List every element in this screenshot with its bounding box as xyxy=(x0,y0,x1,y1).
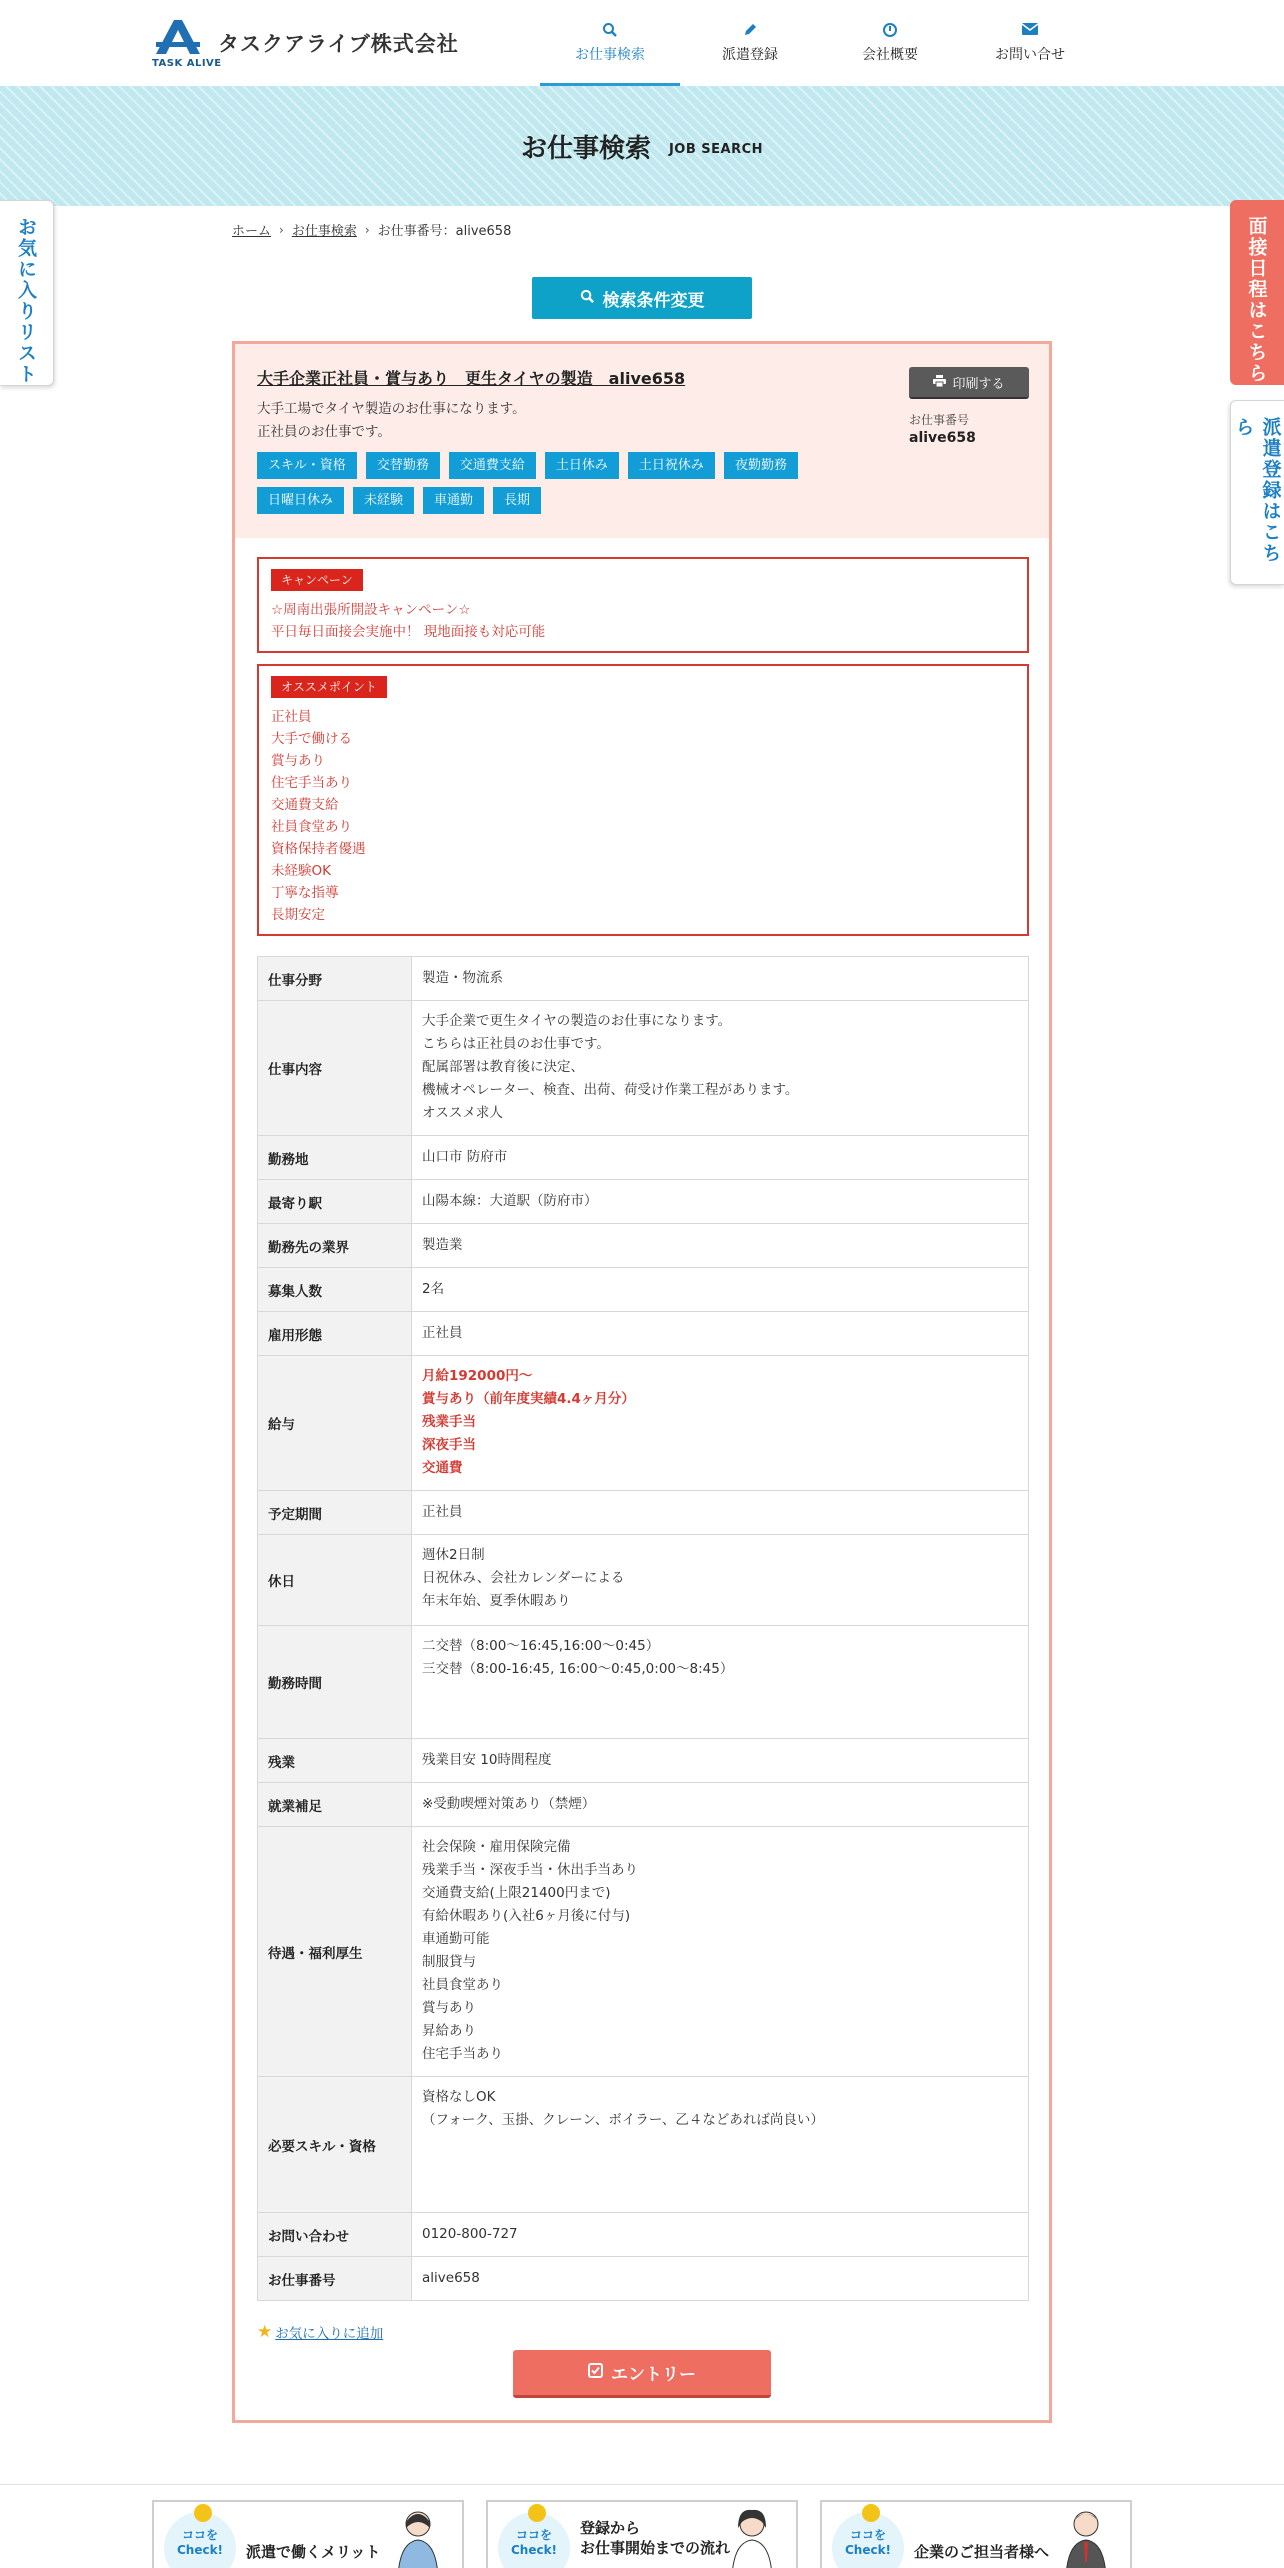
search-icon xyxy=(540,22,680,40)
value-line: 住宅手当あり xyxy=(422,2046,503,2062)
row-label: 必要スキル・資格 xyxy=(258,2077,412,2213)
job-tag[interactable]: 夜勤勤務 xyxy=(724,452,798,479)
job-tag[interactable]: 車通勤 xyxy=(423,487,484,514)
job-number-label: お仕事番号 xyxy=(909,413,970,427)
banner-dispatch-merits[interactable] xyxy=(152,2500,464,2568)
favorites-list-tab[interactable] xyxy=(0,200,54,386)
table-row xyxy=(258,2213,1029,2257)
info-circle-icon xyxy=(820,22,960,40)
recommended-point: 正社員 xyxy=(271,709,312,725)
value-line: 大手企業で更生タイヤの製造のお仕事になります。 xyxy=(422,1013,732,1029)
recommended-point: 資格保持者優遇 xyxy=(271,841,366,857)
recommended-points-list xyxy=(271,706,366,926)
campaign-line: ☆周南出張所開設キャンペーン☆ xyxy=(271,602,471,618)
job-detail-table xyxy=(257,956,1029,2301)
table-row xyxy=(258,1783,1029,1827)
job-summary-line: 正社員のお仕事です。 xyxy=(257,424,391,440)
value-line: 交通費支給(上限21400円まで) xyxy=(422,1885,611,1901)
banner-title-line: 登録から xyxy=(580,2519,641,2537)
row-label: 残業 xyxy=(258,1739,412,1783)
row-value: ※受動喫煙対策あり（禁煙） xyxy=(412,1783,1029,1827)
recommended-point: 長期安定 xyxy=(271,907,325,923)
nav-job-search[interactable] xyxy=(540,0,680,86)
add-favorite xyxy=(257,2322,383,2342)
recommended-point: 社員食堂あり xyxy=(271,819,352,835)
row-label: 雇用形態 xyxy=(258,1312,412,1356)
site-logo[interactable] xyxy=(152,18,472,70)
row-label: 仕事内容 xyxy=(258,1001,412,1136)
table-row xyxy=(258,1136,1029,1180)
job-tag[interactable]: 交替勤務 xyxy=(366,452,440,479)
banner-title-line: 企業のご担当者様へ xyxy=(914,2543,1050,2561)
check-text: Check! xyxy=(510,2543,558,2557)
row-value: 正社員 xyxy=(412,1491,1029,1535)
entry-label: エントリー xyxy=(611,2365,696,2385)
breadcrumb-home[interactable]: ホーム xyxy=(232,224,272,239)
row-value: 山口市 防府市 xyxy=(412,1136,1029,1180)
table-row xyxy=(258,1356,1029,1491)
nav-label: 会社概要 xyxy=(862,47,918,63)
check-text: ココを xyxy=(181,2528,218,2542)
job-tag[interactable]: 日曜日休み xyxy=(257,487,344,514)
check-text: ココを xyxy=(849,2528,886,2542)
recommended-point: 大手で働ける xyxy=(271,731,352,747)
table-row xyxy=(258,1827,1029,2077)
value-line: 交通費 xyxy=(422,1460,463,1476)
woman-illustration-icon xyxy=(724,2506,780,2568)
job-tag[interactable]: 未経験 xyxy=(353,487,414,514)
value-line: 残業手当・深夜手当・休出手当あり xyxy=(422,1862,638,1878)
footer-divider xyxy=(0,2484,1284,2485)
value-line: 社会保険・雇用保険完備 xyxy=(422,1839,571,1855)
star-icon: ★ xyxy=(257,2322,273,2342)
pencil-icon xyxy=(680,22,820,40)
table-row xyxy=(258,1224,1029,1268)
value-line: 日祝休み、会社カレンダーによる xyxy=(422,1570,625,1586)
value-line: 賞与あり（前年度実績4.4ヶ月分） xyxy=(422,1391,635,1407)
breadcrumb-current: お仕事番号：alive658 xyxy=(377,224,512,239)
person-head-icon xyxy=(528,2504,546,2522)
table-row xyxy=(258,2077,1029,2213)
table-row xyxy=(258,957,1029,1001)
value-line: 配属部署は教育後に決定、 xyxy=(422,1059,584,1075)
row-value xyxy=(412,1535,1029,1626)
table-row xyxy=(258,2257,1029,2301)
change-search-button[interactable] xyxy=(532,277,752,319)
site-header xyxy=(0,0,1284,86)
row-value: 正社員 xyxy=(412,1312,1029,1356)
table-row xyxy=(258,1268,1029,1312)
check-badge xyxy=(832,2512,904,2568)
job-title[interactable]: 大手企業正社員・賞与あり 更生タイヤの製造 alive658 xyxy=(257,369,686,388)
table-row xyxy=(258,1001,1029,1136)
row-label: 休日 xyxy=(258,1535,412,1626)
recommended-point: 交通費支給 xyxy=(271,797,339,813)
value-line: 資格なしOK xyxy=(422,2089,496,2105)
nav-company[interactable] xyxy=(820,0,960,86)
check-text: ココを xyxy=(515,2528,552,2542)
job-tag[interactable]: 土日休み xyxy=(545,452,619,479)
campaign-badge: キャンペーン xyxy=(271,569,363,591)
page-hero xyxy=(0,86,1284,206)
value-line: こちらは正社員のお仕事です。 xyxy=(422,1036,610,1052)
job-tags xyxy=(257,452,837,514)
value-line: 月給192000円～ xyxy=(422,1368,533,1384)
row-label: 給与 xyxy=(258,1356,412,1491)
main-nav xyxy=(540,0,1100,86)
row-label: 待遇・福利厚生 xyxy=(258,1827,412,2077)
logo-company-name: タスクアライブ株式会社 xyxy=(218,32,459,56)
check-square-icon xyxy=(588,2363,603,2382)
job-card xyxy=(232,341,1052,2423)
row-label: 最寄り駅 xyxy=(258,1180,412,1224)
row-label: 仕事分野 xyxy=(258,957,412,1001)
value-line: 残業手当 xyxy=(422,1414,476,1430)
salary-value xyxy=(412,1356,1029,1491)
breadcrumb xyxy=(232,220,511,239)
check-text: Check! xyxy=(176,2543,224,2557)
value-line: 車通勤可能 xyxy=(422,1931,490,1947)
recommended-point: 未経験OK xyxy=(271,863,331,879)
favorites-list-label: お気に入りリスト xyxy=(15,217,37,385)
recommended-point: 住宅手当あり xyxy=(271,775,352,791)
table-row xyxy=(258,1180,1029,1224)
change-search-label: 検索条件変更 xyxy=(602,290,705,311)
job-tag[interactable]: 長期 xyxy=(493,487,541,514)
logo-mark xyxy=(152,18,222,70)
banner-title-line: 派遣で働くメリット xyxy=(246,2543,381,2561)
table-row xyxy=(258,1739,1029,1783)
row-value xyxy=(412,1001,1029,1136)
registration-label: 派遣登録はこちら xyxy=(1232,417,1282,564)
job-tag[interactable]: 土日祝休み xyxy=(628,452,715,479)
banner-registration-flow[interactable] xyxy=(486,2500,798,2568)
row-value xyxy=(412,2077,1029,2213)
nav-contact[interactable] xyxy=(960,0,1100,86)
job-tag[interactable]: 交通費支給 xyxy=(449,452,536,479)
breadcrumb-job-search[interactable]: お仕事検索 xyxy=(291,224,357,239)
row-value: alive658 xyxy=(412,2257,1029,2301)
value-line: 賞与あり xyxy=(422,2000,476,2016)
job-tag[interactable]: スキル・資格 xyxy=(257,452,357,479)
campaign-box xyxy=(257,557,1029,653)
row-label: 予定期間 xyxy=(258,1491,412,1535)
row-value: 製造業 xyxy=(412,1224,1029,1268)
row-value xyxy=(412,1626,1029,1739)
row-value: 製造・物流系 xyxy=(412,957,1029,1001)
recommended-point: 丁寧な指導 xyxy=(271,885,339,901)
row-value: 山陽本線：大道駅（防府市） xyxy=(412,1180,1029,1224)
add-favorite-link[interactable]: お気に入りに追加 xyxy=(275,2326,384,2342)
row-label: 勤務時間 xyxy=(258,1626,412,1739)
woman-illustration-icon xyxy=(390,2506,446,2568)
page-subtitle: JOB SEARCH xyxy=(668,141,764,157)
row-value: 残業目安 10時間程度 xyxy=(412,1739,1029,1783)
chevron-right-icon: › xyxy=(279,222,284,237)
entry-button[interactable] xyxy=(513,2350,771,2398)
value-line: 昇給あり xyxy=(422,2023,476,2039)
row-label: 勤務地 xyxy=(258,1136,412,1180)
table-row xyxy=(258,1535,1029,1626)
check-badge xyxy=(164,2512,236,2568)
person-head-icon xyxy=(862,2504,880,2522)
row-value xyxy=(412,1827,1029,2077)
nav-label: 派遣登録 xyxy=(722,47,778,63)
value-line: 機械オペレーター、検査、出荷、荷受け作業工程があります。 xyxy=(422,1082,799,1098)
envelope-icon xyxy=(960,22,1100,40)
row-label: お仕事番号 xyxy=(258,2257,412,2301)
value-line: 社員食堂あり xyxy=(422,1977,503,1993)
table-row xyxy=(258,1312,1029,1356)
banner-title xyxy=(914,2542,1049,2562)
chevron-right-icon: › xyxy=(364,222,370,237)
job-number-value: alive658 xyxy=(909,430,976,446)
printer-icon xyxy=(933,375,946,390)
job-card-header xyxy=(235,344,1049,538)
recommended-points-box xyxy=(257,664,1029,936)
banner-title-line: お仕事開始までの流れ xyxy=(580,2539,731,2557)
row-label: 募集人数 xyxy=(258,1268,412,1312)
interview-schedule-label: 面接日程はこちら xyxy=(1245,216,1268,384)
campaign-line: 平日毎日面接会実施中！ 現地面接も対応可能 xyxy=(271,624,546,640)
nav-label: お問い合せ xyxy=(995,47,1065,63)
value-line: （フォーク、玉掛、クレーン、ボイラー、乙４などあれば尚良い） xyxy=(422,2112,824,2128)
value-line: 有給休暇あり(入社6ヶ月後に付与) xyxy=(422,1908,631,1924)
interview-schedule-tab[interactable] xyxy=(1230,200,1284,385)
nav-label: お仕事検索 xyxy=(575,47,645,63)
table-row xyxy=(258,1491,1029,1535)
banner-for-companies[interactable] xyxy=(820,2500,1132,2568)
recommended-points-badge: オススメポイント xyxy=(271,676,387,698)
value-line: 二交替（8:00～16:45,16:00～0:45） xyxy=(422,1638,660,1654)
banner-title xyxy=(580,2518,730,2558)
row-label: 就業補足 xyxy=(258,1783,412,1827)
person-head-icon xyxy=(194,2504,212,2522)
row-label: 勤務先の業界 xyxy=(258,1224,412,1268)
value-line: 年末年始、夏季休暇あり xyxy=(422,1593,571,1609)
value-line: 三交替（8:00-16:45, 16:00～0:45,0:00～8:45） xyxy=(422,1661,734,1677)
row-value: 2名 xyxy=(412,1268,1029,1312)
table-row xyxy=(258,1626,1029,1739)
print-button[interactable] xyxy=(909,367,1029,399)
logo-a-icon xyxy=(152,18,204,58)
banner-title xyxy=(246,2542,380,2562)
check-badge xyxy=(498,2512,570,2568)
job-summary-line: 大手工場でタイヤ製造のお仕事になります。 xyxy=(257,401,526,417)
value-line: 制服貸与 xyxy=(422,1954,476,1970)
campaign-text xyxy=(271,599,545,643)
logo-subtext: TASK ALIVE xyxy=(152,58,222,69)
check-text: Check! xyxy=(844,2543,892,2557)
businessman-illustration-icon xyxy=(1058,2506,1114,2568)
value-line: 週休2日制 xyxy=(422,1547,485,1563)
contact-phone: 0120-800-727 xyxy=(412,2213,1029,2257)
registration-tab[interactable] xyxy=(1230,400,1284,585)
nav-registration[interactable] xyxy=(680,0,820,86)
job-summary xyxy=(257,398,526,444)
page-title: お仕事検索 xyxy=(520,133,651,164)
search-icon xyxy=(580,289,595,308)
value-line: 深夜手当 xyxy=(422,1437,476,1453)
row-label: お問い合わせ xyxy=(258,2213,412,2257)
recommended-point: 賞与あり xyxy=(271,753,325,769)
value-line: オススメ求人 xyxy=(422,1105,503,1121)
print-label: 印刷する xyxy=(952,376,1005,392)
